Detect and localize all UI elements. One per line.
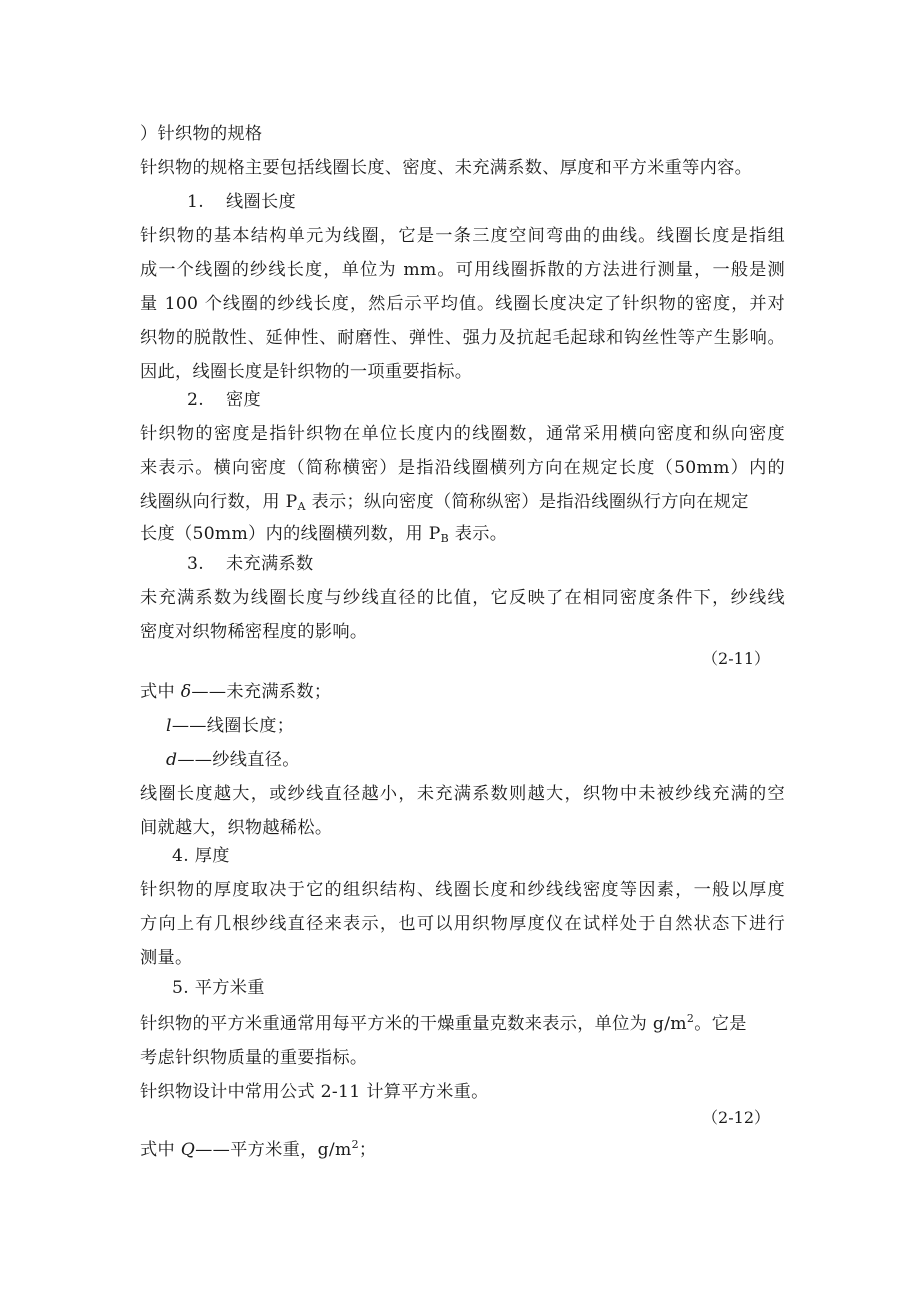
text-run: ——线圈长度； (171, 716, 295, 736)
definition-line (166, 709, 811, 743)
heading-number: 1. (187, 192, 204, 212)
variable-symbol: l (166, 716, 172, 736)
text-run: ——平方米重，g/m (195, 1140, 352, 1160)
paragraph-line: 织物的脱散性、延伸性、耐磨性、弹性、强力及抗起毛起球和钩丝性等产生影响。 (140, 328, 785, 348)
definition-line (140, 675, 785, 709)
paragraph-line: 考虑针织物质量的重要指标。 (140, 1048, 368, 1068)
paragraph-line: 方向上有几根纱线直径来表示，也可以用织物厚度仪在试样处于自然状态下进行 (140, 914, 785, 934)
definition-line (166, 743, 811, 777)
text-run: 线圈纵向行数，用 P (140, 492, 298, 512)
heading-number: 3. (187, 554, 204, 574)
superscript: 2 (351, 1138, 359, 1151)
variable-symbol: d (166, 750, 178, 770)
subscript: B (440, 532, 450, 545)
text-run: 式中 (140, 682, 181, 702)
text-run: 针织物的平方米重通常用每平方米的干燥重量克数来表示，单位为 g/m (140, 1014, 687, 1034)
text-run: 长度（50mm）内的线圈横列数，用 P (140, 524, 441, 544)
paragraph-line: 因此，线圈长度是针织物的一项重要指标。 (140, 362, 473, 382)
paragraph-line: 针织物设计中常用公式 2-11 计算平方米重。 (140, 1082, 489, 1102)
paragraph-line: 针织物的厚度取决于它的组织结构、线圈长度和纱线线密度等因素，一般以厚度 (140, 880, 785, 900)
paragraph-line: 成一个线圈的纱线长度，单位为 mm。可用线圈拆散的方法进行测量，一般是测 (140, 260, 785, 280)
heading-text: 未充满系数 (226, 554, 314, 574)
paragraph-line: 量 100 个线圈的纱线长度，然后示平均值。线圈长度决定了针织物的密度，并对 (140, 294, 785, 314)
heading-unfilled-coefficient (187, 547, 832, 581)
text-run: 式中 (140, 1140, 181, 1160)
paragraph-line: 针织物的基本结构单元为线圈，它是一条三度空间弯曲的曲线。线圈长度是指组 (140, 226, 785, 246)
variable-symbol: Q (180, 1140, 196, 1160)
paragraph-line (140, 1007, 785, 1041)
equation-number: （2-12） (702, 1108, 770, 1127)
text-run: 表示；纵向密度（简称纵密）是指沿线圈纵行方向在规定 (305, 492, 749, 512)
heading-text: 密度 (226, 390, 261, 410)
superscript: 2 (686, 1012, 695, 1025)
heading-weight-per-square-meter: 5. 平方米重 (172, 978, 265, 998)
variable-symbol: δ (180, 682, 192, 702)
heading-thickness: 4. 厚度 (172, 846, 230, 866)
heading-text: 线圈长度 (226, 192, 296, 212)
paragraph-line (140, 517, 785, 551)
paragraph-line: 密度对织物稀密程度的影响。 (140, 622, 368, 642)
paragraph-line: 来表示。横向密度（简称横密）是指沿线圈横列方向在规定长度（50mm）内的 (140, 458, 785, 478)
paragraph-line: 线圈长度越大，或纱线直径越小，未充满系数则越大，织物中未被纱线充满的空 (140, 784, 785, 804)
paragraph-line: 未充满系数为线圈长度与纱线直径的比值，它反映了在相同密度条件下，纱线线 (140, 588, 785, 608)
text-run: 表示。 (449, 524, 508, 544)
text-run: 。它是 (694, 1014, 747, 1034)
text-run: ——未充满系数； (191, 682, 332, 702)
equation-number: （2-11） (702, 649, 770, 668)
heading-density (187, 383, 832, 417)
paragraph-line: 测量。 (140, 948, 193, 968)
paragraph-line: 间就越大，织物越稀松。 (140, 818, 333, 838)
heading-number: 2. (187, 390, 204, 410)
text-run: ； (358, 1140, 377, 1160)
paragraph-line: 针织物的密度是指针织物在单位长度内的线圈数，通常采用横向密度和纵向密度 (140, 424, 785, 444)
text-run: ——纱线直径。 (177, 750, 300, 770)
subscript: A (297, 500, 306, 513)
definition-line (140, 1133, 785, 1167)
paragraph-line: 针织物的规格主要包括线圈长度、密度、未充满系数、厚度和平方米重等内容。 (140, 158, 753, 178)
section-title: ）针织物的规格 (140, 124, 263, 144)
heading-loop-length (187, 185, 832, 219)
paragraph-line (140, 485, 785, 519)
